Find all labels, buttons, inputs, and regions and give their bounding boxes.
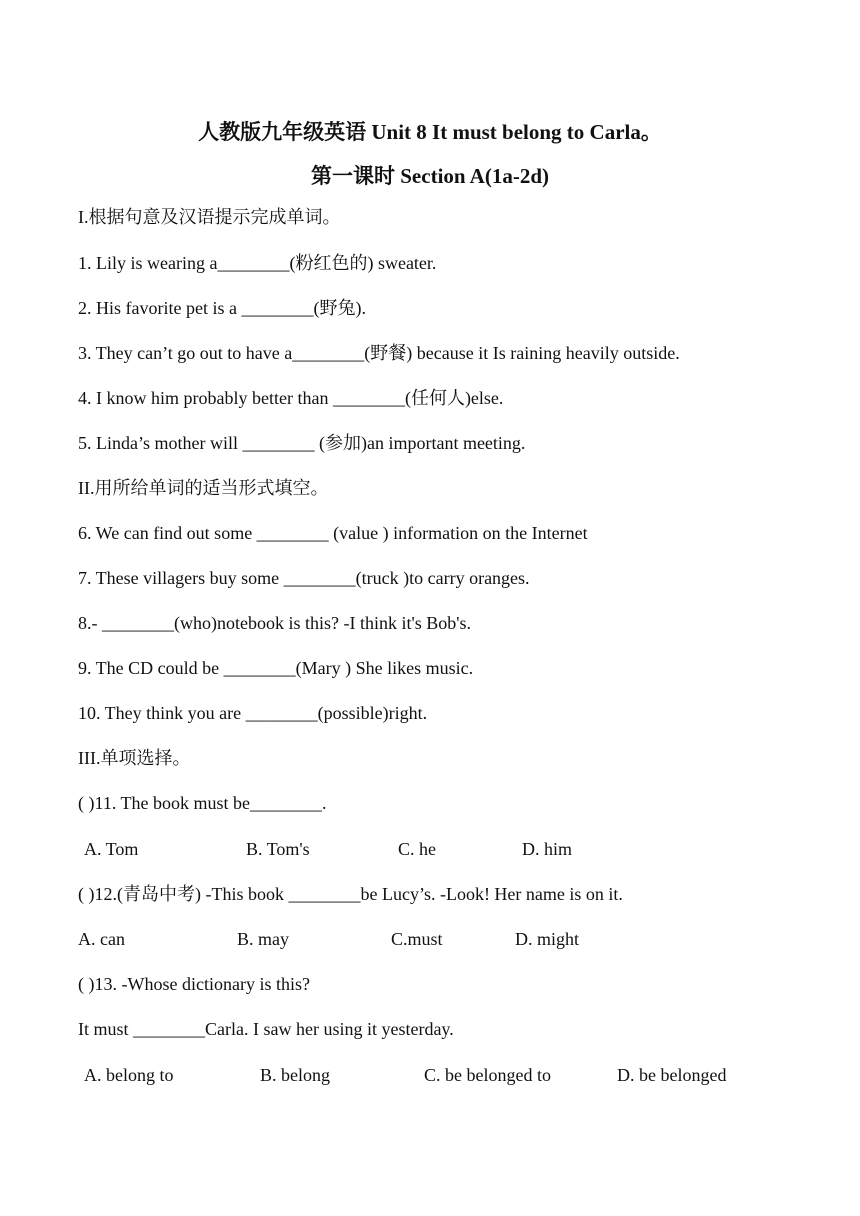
section-heading-3: III.单项选择。 xyxy=(78,748,191,768)
q12-option-c: C.must xyxy=(391,929,443,949)
question-1: 1. Lily is wearing a________(粉红色的) sweater. xyxy=(78,253,437,273)
question-3: 3. They can’t go out to have a________(野餐) because it Is raining heavily outside. xyxy=(78,343,680,363)
question-10: 10. They think you are ________(possible)right. xyxy=(78,703,428,723)
q12-option-b: B. may xyxy=(237,929,289,949)
question-2: 2. His favorite pet is a ________(野兔). xyxy=(78,298,366,318)
question-4: 4. I know him probably better than ________(任何人)else. xyxy=(78,388,504,408)
section-heading-1: I.根据句意及汉语提示完成单词。 xyxy=(78,207,341,227)
q11-option-c: C. he xyxy=(398,839,436,859)
question-13: ( )13. -Whose dictionary is this? xyxy=(78,974,310,994)
page-title: 人教版九年级英语 Unit 8 It must belong to Carla。 xyxy=(198,120,662,144)
q13-option-d: D. be belonged xyxy=(617,1065,727,1085)
q12-option-d: D. might xyxy=(515,929,580,949)
q13-option-c: C. be belonged to xyxy=(424,1065,551,1085)
question-12: ( )12.(青岛中考) -This book ________be Lucy’s. -Look! Her name is on it. xyxy=(78,884,623,904)
question-7: 7. These villagers buy some ________(truck )to carry oranges. xyxy=(78,568,530,588)
question-9: 9. The CD could be ________(Mary ) She likes music. xyxy=(78,658,474,678)
question-6: 6. We can find out some ________ (value ) information on the Internet xyxy=(78,523,588,543)
q11-option-b: B. Tom's xyxy=(246,839,310,859)
question-8: 8.- ________(who)notebook is this? -I think it's Bob's. xyxy=(78,613,471,633)
q12-option-a: A. can xyxy=(78,929,125,949)
question-13-sentence: It must ________Carla. I saw her using it yesterday. xyxy=(78,1019,454,1039)
page-subtitle: 第一课时 Section A(1a-2d) xyxy=(311,164,549,188)
section-heading-2: II.用所给单词的适当形式填空。 xyxy=(78,478,329,498)
q11-option-d: D. him xyxy=(522,839,573,859)
q13-option-b: B. belong xyxy=(260,1065,330,1085)
question-5: 5. Linda’s mother will ________ (参加)an important meeting. xyxy=(78,433,526,453)
question-11: ( )11. The book must be________. xyxy=(78,793,327,813)
q11-option-a: A. Tom xyxy=(84,839,139,859)
q13-option-a: A. belong to xyxy=(84,1065,174,1085)
